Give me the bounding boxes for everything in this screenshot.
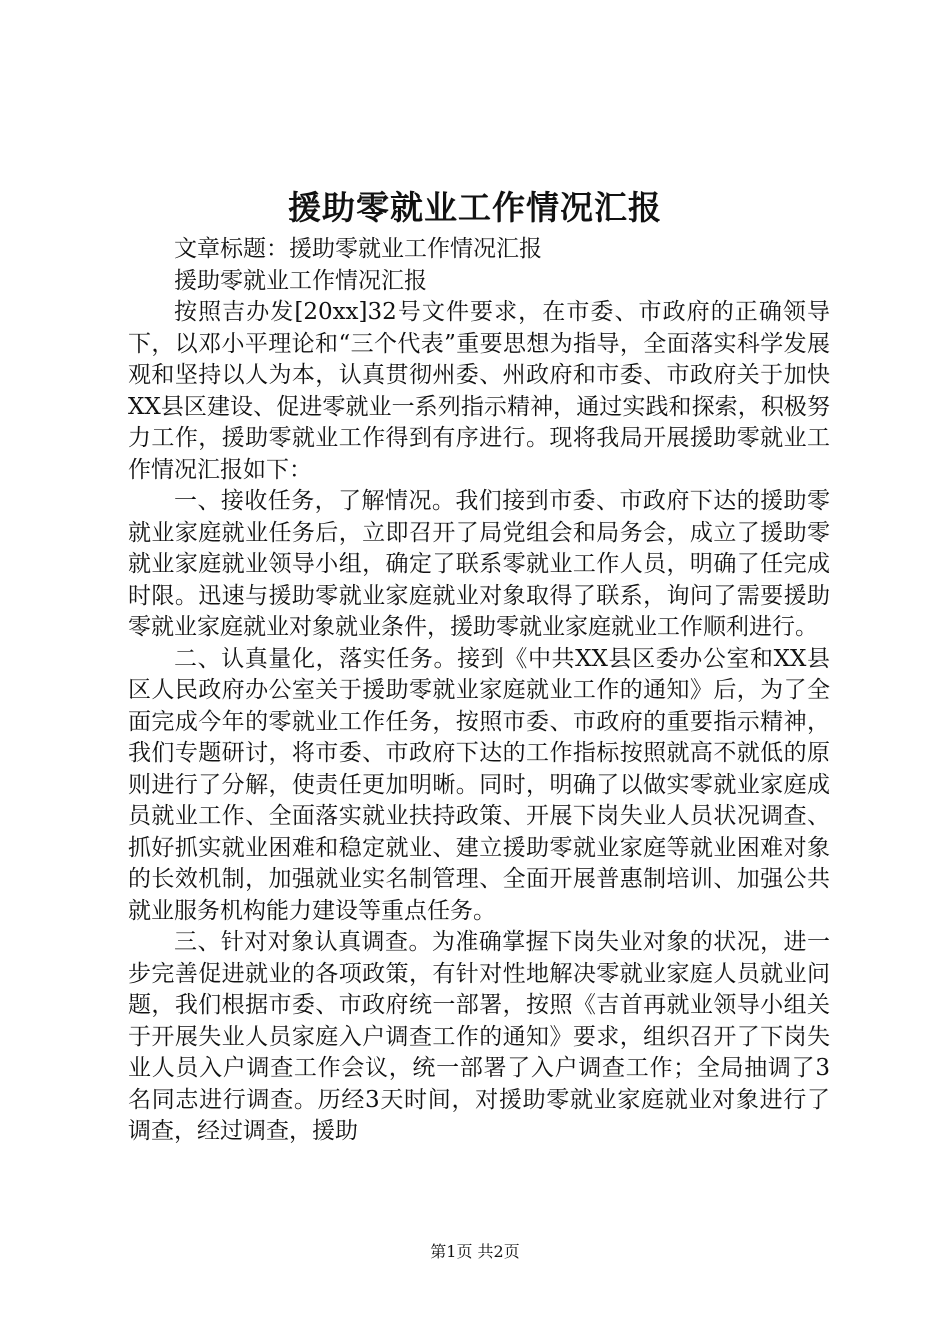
document-body (128, 234, 830, 1148)
page-footer: 第1页 共2页 (430, 1242, 520, 1261)
intro-paragraph: 按照吉办发[20xx]32号文件要求，在市委、市政府的正确领导下，以邓小平理论和“三个代表”重要思想为指导，全面落实科学发展观和坚持以人为本，认真贯彻州委、州政府和市委、市政府关于加快XX县区建设、促进零就业一系列指示精神，通过实践和探索，积极努力工作，援助零就业工作得到有序进行。现将我局开展援助零就业工作情况汇报如下： (128, 299, 830, 483)
article-title-line: 文章标题：援助零就业工作情况汇报 (174, 236, 542, 262)
section-one-paragraph: 一、接收任务，了解情况。我们接到市委、市政府下达的援助零就业家庭就业任务后，立即召开了局党组会和局务会，成立了援助零就业家庭就业领导小组，确定了联系零就业工作人员，明确了任完成时限。迅速与援助零就业家庭就业对象取得了联系，询问了需要援助零就业家庭就业对象就业条件，援助零就业家庭就业工作顺利进行。 (128, 488, 830, 640)
document-title: 援助零就业工作情况汇报 (288, 188, 662, 227)
section-two-paragraph: 二、认真量化，落实任务。接到《中共XX县区委办公室和XX县区人民政府办公室关于援助零就业家庭就业工作的通知》后，为了全面完成今年的零就业工作任务，按照市委、市政府的重要指示精神，我们专题研讨，将市委、市政府下达的工作指标按照就高不就低的原则进行了分解，使责任更加明晰。同时，明确了以做实零就业家庭成员就业工作、全面落实就业扶持政策、开展下岗失业人员状况调查、抓好抓实就业困难和稳定就业、建立援助零就业家庭等就业困难对象的长效机制，加强就业实名制管理、全面开展普惠制培训、加强公共就业服务机构能力建设等重点任务。 (128, 645, 830, 924)
section-three-paragraph: 三、针对对象认真调查。为准确掌握下岗失业对象的状况，进一步完善促进就业的各项政策，有针对性地解决零就业家庭人员就业问题，我们根据市委、市政府统一部署，按照《吉首再就业领导小组关于开展失业人员家庭入户调查工作的通知》要求，组织召开了下岗失业人员入户调查工作会议，统一部署了入户调查工作；全局抽调了3名同志进行调查。历经3天时间，对援助零就业家庭就业对象进行了调查，经过调查，援助 (128, 929, 830, 1144)
subtitle-line: 援助零就业工作情况汇报 (174, 267, 427, 294)
